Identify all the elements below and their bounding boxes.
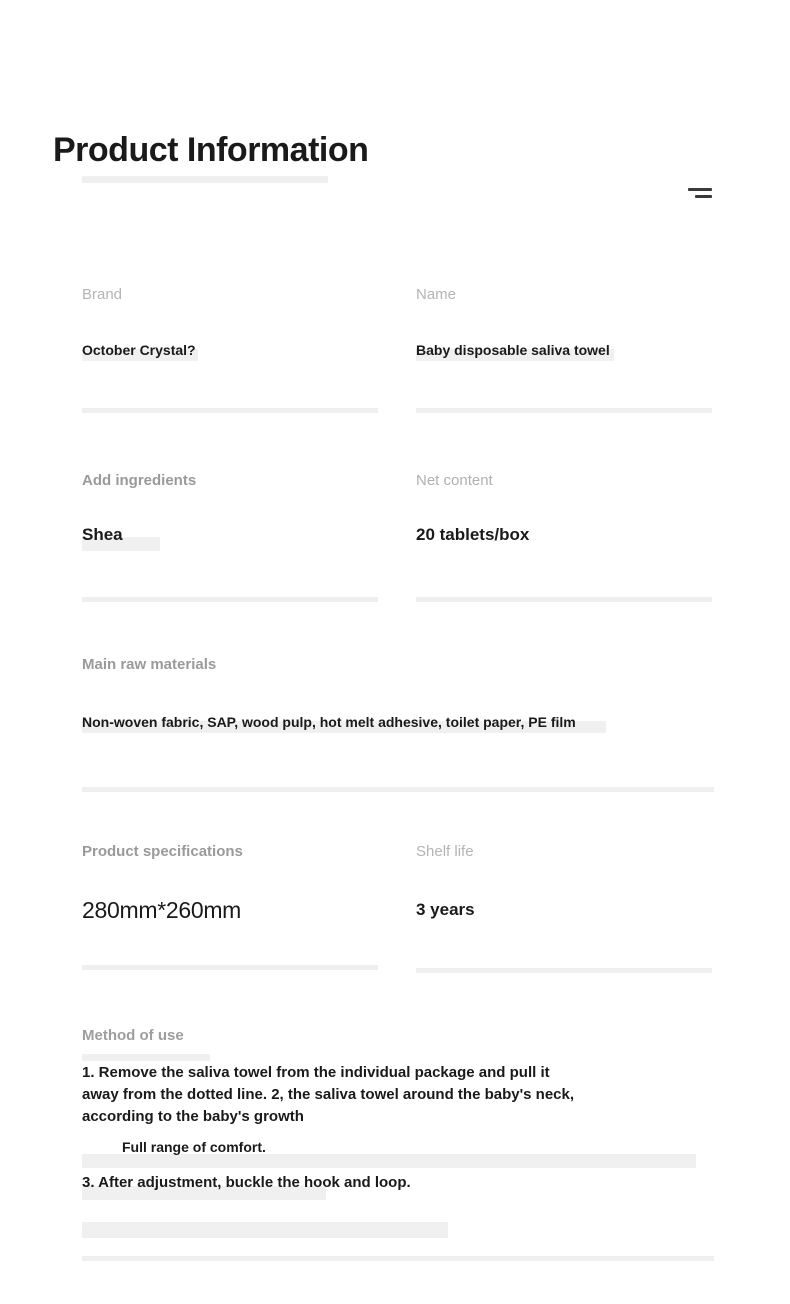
- title-highlight-bar: [82, 176, 328, 183]
- field-name: [416, 285, 712, 413]
- field-net-content: [416, 471, 712, 602]
- field-brand-value: October Crystal?: [82, 340, 196, 360]
- hamburger-menu-icon[interactable]: [688, 188, 712, 206]
- field-product-specifications-divider: [82, 965, 378, 970]
- field-product-specifications-value: 280mm*260mm: [82, 897, 242, 923]
- field-name-divider: [416, 408, 712, 413]
- field-method-of-use-divider: [82, 1256, 714, 1261]
- method-of-use-line-5: 3. After adjustment, buckle the hook and loop.: [82, 1174, 411, 1191]
- field-name-label: Name: [416, 286, 457, 303]
- field-main-raw-materials-value: Non-woven fabric, SAP, wood pulp, hot melt adhesive, toilet paper, PE film: [82, 712, 576, 732]
- field-product-specifications-label: Product specifications: [82, 843, 243, 860]
- field-add-ingredients-label: Add ingredients: [82, 472, 197, 489]
- field-product-specifications: [82, 842, 378, 970]
- field-method-of-use: [82, 1026, 714, 1261]
- method-of-use-line-3: according to the baby's growth: [82, 1108, 304, 1125]
- field-name-value: Baby disposable saliva towel: [416, 340, 610, 360]
- field-add-ingredients: [82, 471, 378, 602]
- field-shelf-life: [416, 842, 712, 973]
- page-title: Product Information: [53, 131, 369, 169]
- field-shelf-life-value: 3 years: [416, 900, 475, 919]
- field-main-raw-materials: [82, 655, 714, 792]
- field-method-of-use-label: Method of use: [82, 1027, 184, 1044]
- field-net-content-divider: [416, 597, 712, 602]
- field-shelf-life-divider: [416, 968, 712, 973]
- method-of-use-line-4: Full range of comfort.: [122, 1139, 266, 1155]
- field-brand: [82, 285, 378, 413]
- field-brand-label: Brand: [82, 286, 123, 303]
- field-main-raw-materials-label: Main raw materials: [82, 656, 217, 673]
- method-of-use-line-1: 1. Remove the saliva towel from the individual package and pull it: [82, 1064, 550, 1081]
- field-brand-divider: [82, 408, 378, 413]
- field-net-content-value: 20 tablets/box: [416, 525, 530, 544]
- field-shelf-life-label: Shelf life: [416, 843, 474, 860]
- field-net-content-label: Net content: [416, 472, 493, 489]
- field-add-ingredients-value: Shea: [82, 525, 123, 545]
- method-of-use-line-2: away from the dotted line. 2, the saliva towel around the baby's neck,: [82, 1086, 575, 1103]
- field-main-raw-materials-divider: [82, 787, 714, 792]
- field-add-ingredients-divider: [82, 597, 378, 602]
